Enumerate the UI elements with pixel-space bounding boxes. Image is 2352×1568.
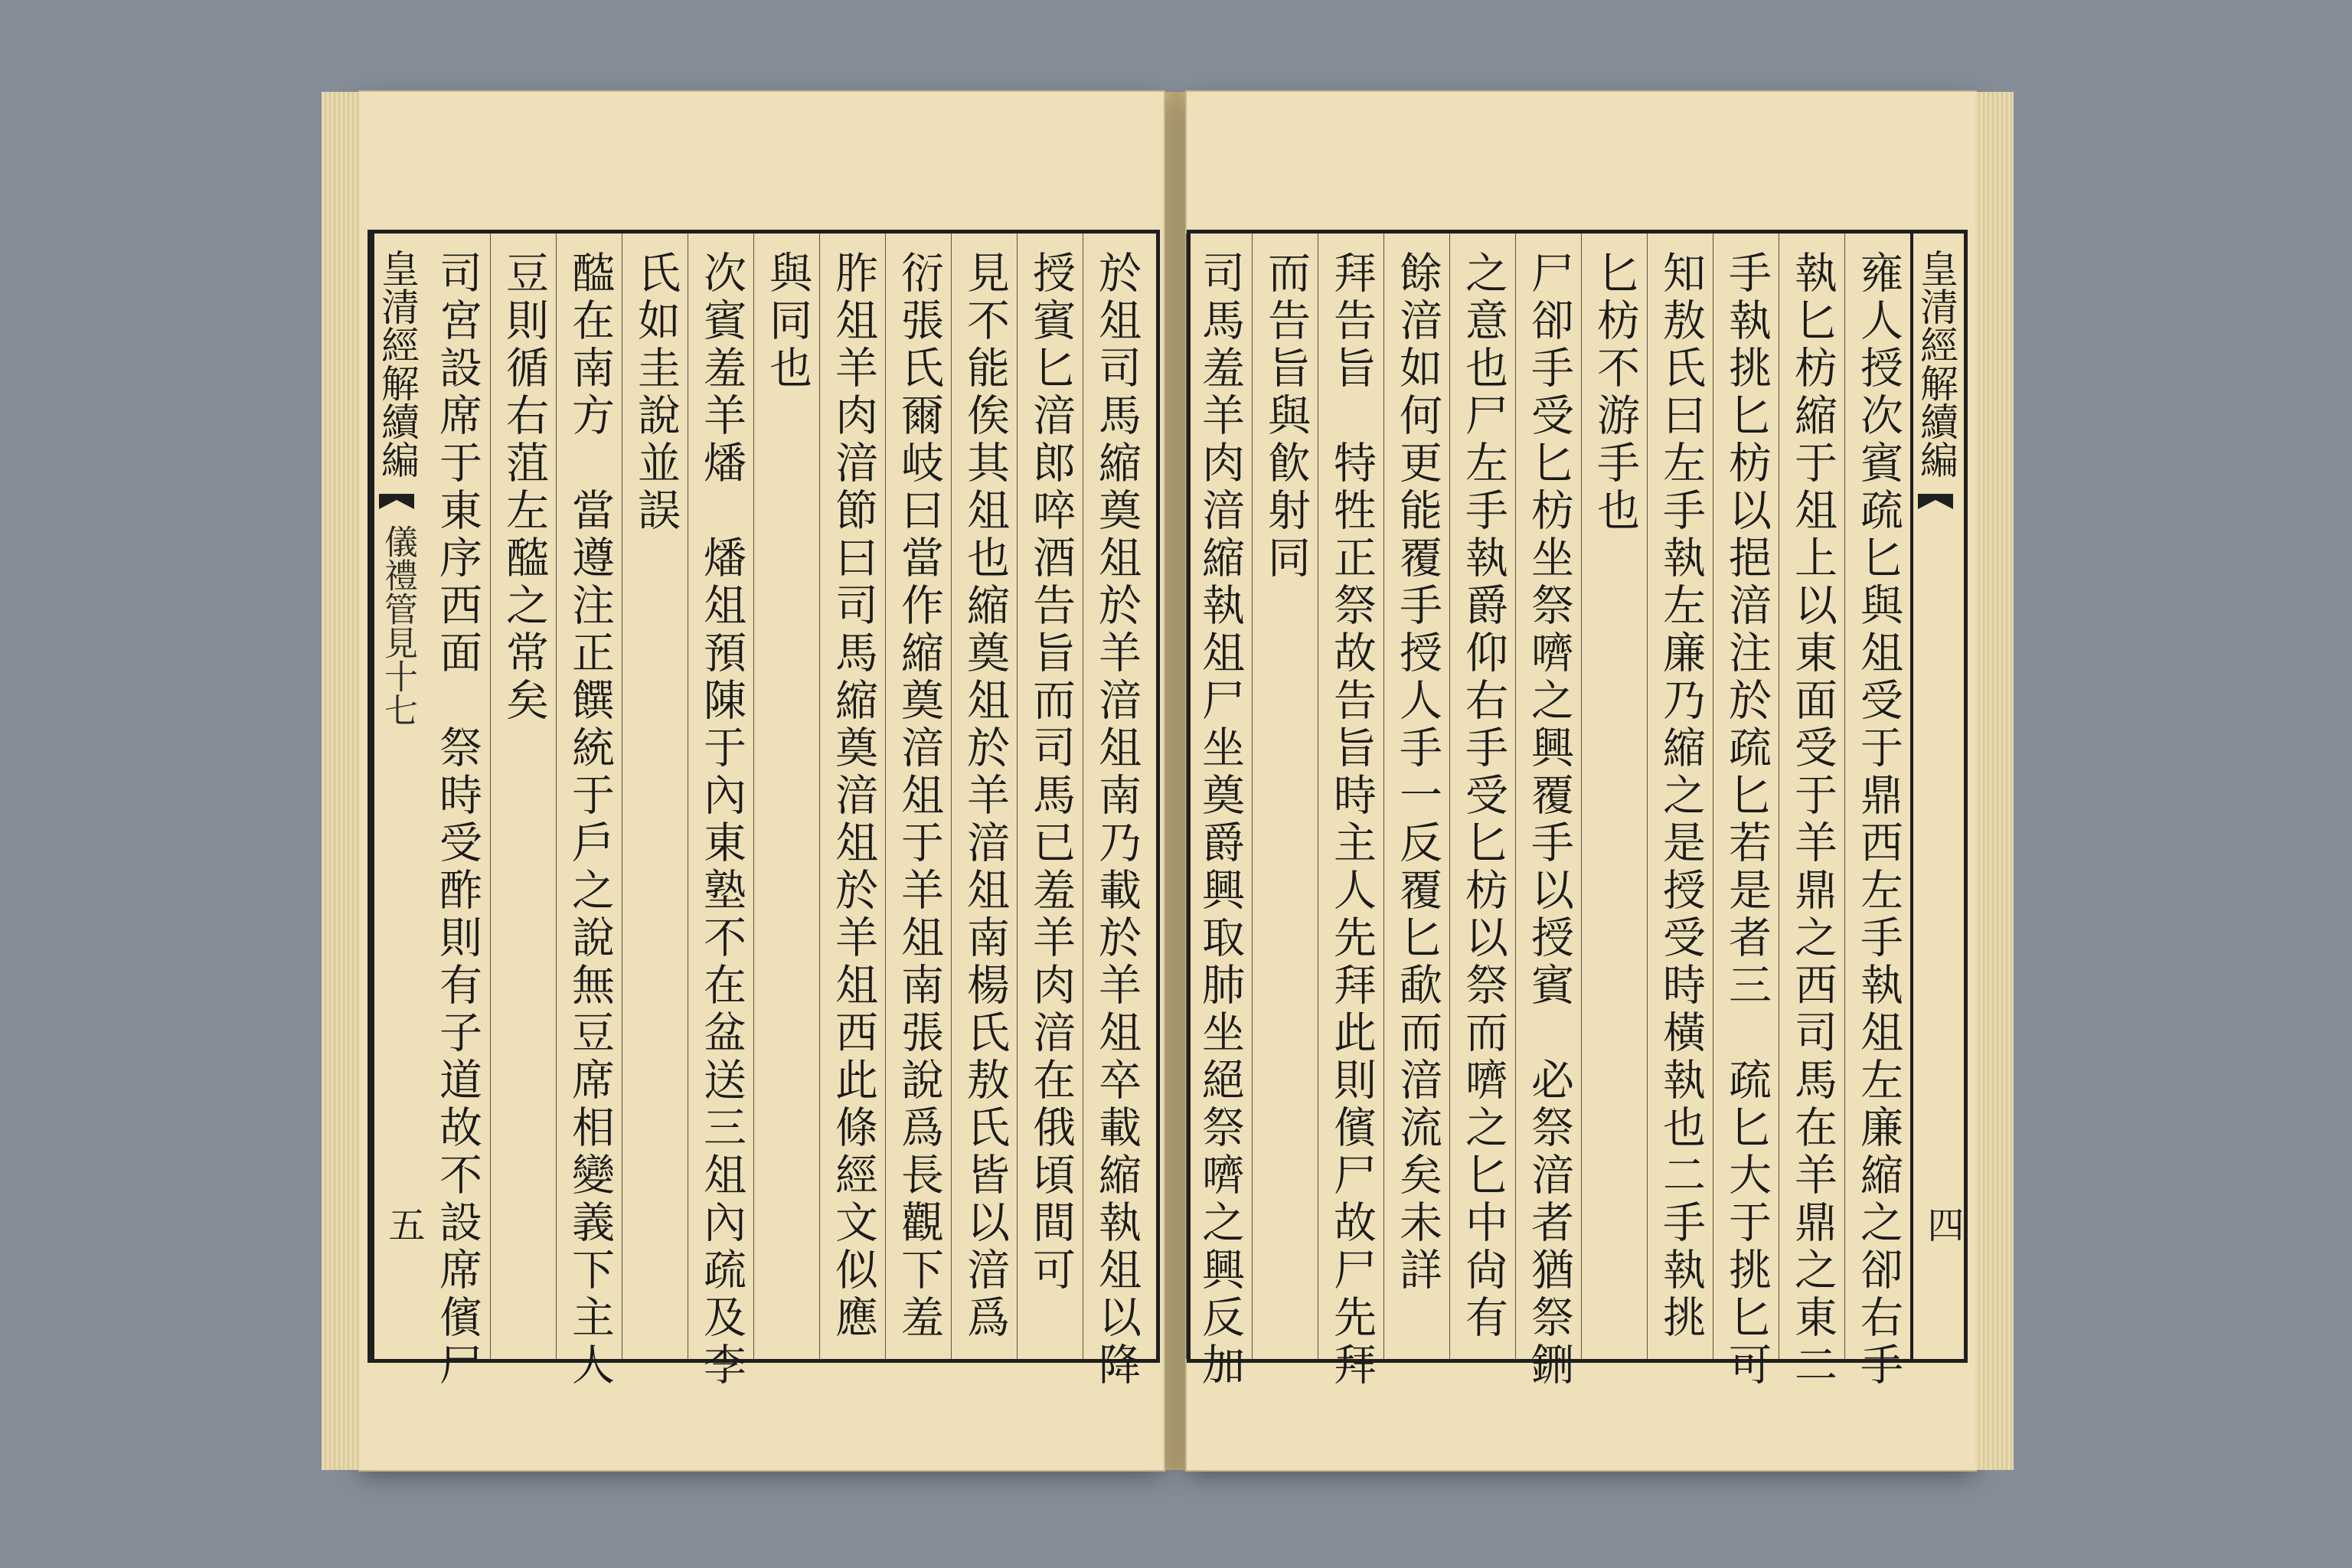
text-column [490, 234, 556, 1359]
margin-book-title: 皇清經解續編 [375, 249, 420, 479]
text-column [424, 234, 490, 1390]
column-text: 雍人授次賓疏匕與俎受于鼎西左手執俎左廉縮之卻右手 [1854, 250, 1903, 1390]
block-heart-margin [1910, 234, 1964, 1359]
column-text: 知敖氏曰左手執左廉乃縮之是授受時橫執也二手執挑 [1656, 250, 1706, 1342]
column-text: 氏如圭說並誤 [631, 250, 681, 535]
block-heart-margin [371, 234, 425, 1359]
text-column [1186, 234, 1252, 1390]
column-text: 之意也尸左手執爵仰右手受匕枋以祭而嚌之匕中尙有 [1459, 250, 1508, 1342]
text-column [1318, 234, 1383, 1390]
column-text: 司宮設席于東序西面 祭時受酢則有子道故不設席儐尸 [433, 250, 482, 1390]
column-text: 豆則循右菹左醓之常矣 [499, 250, 549, 725]
column-text: 司馬羞羊肉湆縮執俎尸坐奠爵興取肺坐絕祭嚌之興反加 [1195, 250, 1245, 1390]
text-column [1779, 234, 1844, 1390]
text-column [951, 234, 1017, 1359]
text-column [1017, 234, 1083, 1359]
text-column [885, 234, 951, 1359]
text-column [1083, 234, 1148, 1390]
text-column [1844, 234, 1910, 1390]
column-text: 執匕枋縮于俎上以東面受于羊鼎之西司馬在羊鼎之東二 [1788, 250, 1838, 1390]
text-column [688, 234, 753, 1390]
left-text-frame [368, 230, 1160, 1390]
text-column [1713, 234, 1779, 1390]
column-text: 餘湆如何更能覆手授人手一反覆匕歃而湆流矣未詳 [1393, 250, 1442, 1295]
column-text: 拜告旨 特牲正祭故告旨時主人先拜此則儐尸故尸先拜 [1327, 250, 1377, 1390]
margin-book-title: 皇清經解續編 [1914, 249, 1958, 479]
column-text: 而告旨與飮射同 [1261, 250, 1311, 583]
column-text: 醓在南方 當遵注正饌統于戶之說無豆席相變義下主人 [565, 250, 615, 1390]
text-column [622, 234, 688, 1359]
right-page-edges [1975, 92, 2014, 1470]
fishtail-mark-icon [1918, 494, 1953, 509]
column-text: 胙俎羊肉湆節曰司馬縮奠湆俎於羊俎西此條經文似應 [828, 250, 878, 1342]
text-column [1581, 234, 1647, 1359]
text-column [1515, 234, 1581, 1390]
margin-chapter-title: 儀禮管見十七 [378, 524, 417, 727]
column-text: 見不能俟其俎也縮奠俎於羊湆俎南楊氏敖氏皆以湆爲 [960, 250, 1010, 1342]
column-text: 授賓匕湆郎啐酒告旨而司馬已羞羊肉湆在俄頃間可 [1026, 250, 1076, 1295]
column-text: 於俎司馬縮奠俎於羊湆俎南乃載於羊俎卒載縮執俎以降 [1092, 250, 1142, 1390]
right-text-frame [1187, 230, 1968, 1390]
text-column [556, 234, 622, 1390]
column-text: 手執挑匕枋以挹湆注於疏匕若是者三 疏匕大于挑匕可 [1722, 250, 1772, 1390]
folio-number: 五 [382, 1206, 425, 1243]
text-column [819, 234, 885, 1359]
column-text: 次賓羞羊燔 燔俎預陳于內東塾不在盆送三俎內疏及李 [697, 250, 746, 1390]
text-column [1252, 234, 1318, 1359]
column-text: 匕枋不游手也 [1590, 250, 1640, 535]
text-column [753, 234, 819, 1359]
column-text: 尸卻手受匕枋坐祭嚌之興覆手以授賓 必祭湆者猶祭鉶 [1524, 250, 1574, 1390]
text-column [1449, 234, 1515, 1359]
folio-number: 四 [1921, 1206, 1964, 1243]
text-column [1383, 234, 1449, 1359]
column-text: 與同也 [763, 250, 812, 393]
text-column [1647, 234, 1713, 1359]
fishtail-mark-icon [379, 494, 414, 509]
column-text: 衍張氏爾岐曰當作縮奠湆俎于羊俎南張說爲長觀下羞 [894, 250, 944, 1342]
left-page-edges [322, 92, 360, 1470]
